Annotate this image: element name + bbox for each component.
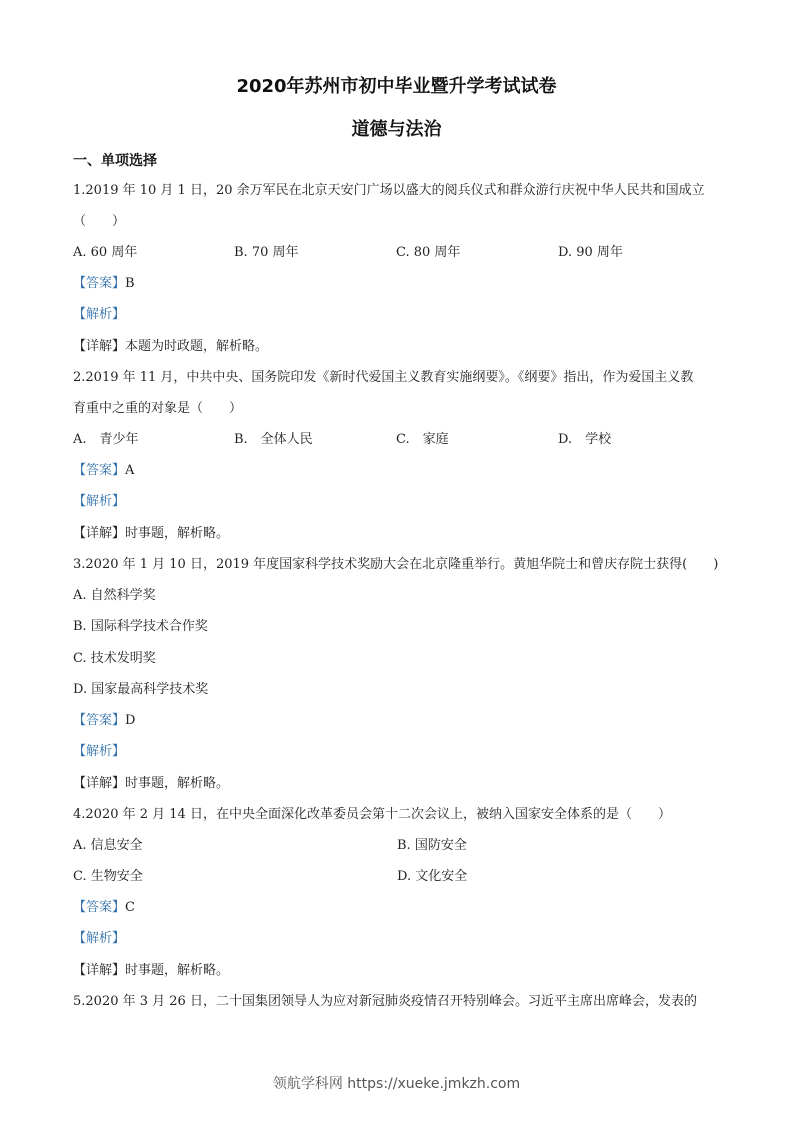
q1-option-d: D. 90 周年: [558, 245, 623, 260]
detail-text: 时事题，解析略。: [125, 526, 230, 541]
q1-analysis-tag: 【解析】: [73, 307, 126, 322]
question-2-text-cont: 育重中之重的对象是（ ）: [73, 401, 243, 416]
q1-answer: [73, 276, 723, 292]
q4-option-c: C. 生物安全: [73, 869, 143, 884]
q2-option-d: D. 学校: [558, 432, 612, 447]
q2-analysis-tag: 【解析】: [73, 494, 126, 509]
q3-answer: [73, 713, 723, 729]
q1-option-c: C. 80 周年: [396, 245, 461, 260]
answer-value: C: [125, 900, 135, 915]
q2-option-b: B. 全体人民: [234, 432, 313, 447]
question-5-text: 5.2020 年 3 月 26 日，二十国集团领导人为应对新冠肺炎疫情召开特别峰会。习近平主席出席峰会，发表的: [73, 994, 697, 1009]
answer-value: D: [125, 713, 136, 728]
detail-tag: 【详解】: [73, 776, 126, 791]
detail-tag: 【详解】: [73, 526, 126, 541]
q3-option-c: C. 技术发明奖: [73, 651, 156, 666]
detail-text: 时事题，解析略。: [125, 776, 230, 791]
q4-option-b: B. 国防安全: [397, 838, 467, 853]
detail-tag: 【详解】: [73, 963, 126, 978]
question-1-text-cont: （ ）: [73, 214, 126, 229]
question-4-text: 4.2020 年 2 月 14 日，在中央全面深化改革委员会第十二次会议上，被纳入国家安全体系的是（ ）: [73, 807, 671, 822]
page-title: 2020年苏州市初中毕业暨升学考试试卷: [236, 76, 557, 97]
answer-value: A: [125, 463, 135, 478]
question-2-text: 2.2019 年 11 月，中共中央、国务院印发《新时代爱国主义教育实施纲要》。《纲要》指出，作为爱国主义教: [73, 370, 694, 385]
answer-value: B: [125, 276, 135, 291]
q4-analysis-tag: 【解析】: [73, 931, 126, 946]
q2-option-c: C. 家庭: [396, 432, 449, 447]
section-heading: 一、单项选择: [73, 153, 157, 169]
q1-option-a: A. 60 周年: [73, 245, 138, 260]
q3-analysis-tag: 【解析】: [73, 744, 126, 759]
page-footer: 领航学科网 https://xueke.jmkzh.com: [272, 1076, 521, 1092]
q2-detail: [73, 526, 723, 542]
q1-option-b: B. 70 周年: [234, 245, 299, 260]
q1-detail: [73, 339, 723, 355]
answer-tag: 【答案】: [73, 713, 126, 728]
question-3-text: 3.2020 年 1 月 10 日，2019 年度国家科学技术奖励大会在北京隆重举行。黄旭华院士和曾庆存院士获得( ): [73, 557, 719, 572]
q3-option-b: B. 国际科学技术合作奖: [73, 619, 208, 634]
answer-tag: 【答案】: [73, 463, 126, 478]
page-subtitle: 道德与法治: [351, 119, 442, 140]
q3-detail: [73, 776, 723, 792]
q4-answer: [73, 900, 723, 916]
q4-option-d: D. 文化安全: [397, 869, 468, 884]
answer-tag: 【答案】: [73, 276, 126, 291]
detail-text: 本题为时政题，解析略。: [125, 339, 269, 354]
q4-detail: [73, 963, 723, 979]
q3-option-d: D. 国家最高科学技术奖: [73, 682, 209, 697]
q2-answer: [73, 463, 723, 479]
detail-tag: 【详解】: [73, 339, 126, 354]
q2-option-a: A. 青少年: [73, 432, 139, 447]
q4-option-a: A. 信息安全: [73, 838, 143, 853]
q3-option-a: A. 自然科学奖: [73, 588, 156, 603]
question-1-text: 1.2019 年 10 月 1 日，20 余万军民在北京天安门广场以盛大的阅兵仪式和群众游行庆祝中华人民共和国成立: [73, 183, 705, 198]
answer-tag: 【答案】: [73, 900, 126, 915]
detail-text: 时事题，解析略。: [125, 963, 230, 978]
